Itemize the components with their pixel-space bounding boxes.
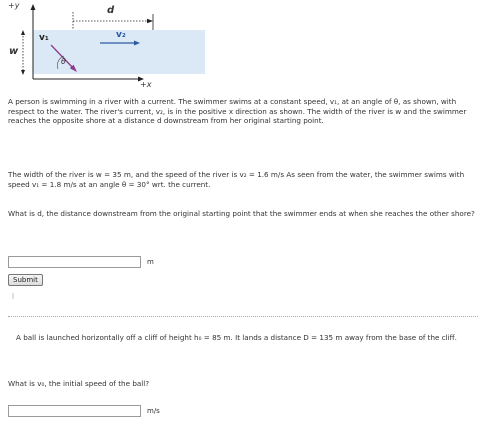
problem2-unit: m/s (147, 407, 160, 415)
width-label: w (9, 46, 19, 57)
river-diagram-svg (0, 0, 240, 92)
width-arrow-bottom (21, 70, 25, 75)
river-diagram (0, 0, 240, 92)
axis-x-label: +x (140, 80, 152, 89)
width-arrow-top (21, 30, 25, 35)
v1-label: v₁ (39, 33, 49, 43)
v2-label: v₂ (116, 30, 126, 40)
theta-label: θ (61, 57, 66, 66)
problem1-intro: A person is swimming in a river with a current. The swimmer swims at a constant speed, v₁, at an angle of θ, as shown, with respect to the water. The river's current, v₂, is in the positive x direction as shown. The width of the river is w and the swimmer reaches the opposite shore at a distance d downstream from her original starting point. (8, 97, 467, 126)
problem2-intro: A ball is launched horizontally off a cliff of height h₀ = 85 m. It lands a distance D = 135 m away from the base of the cliff. (16, 333, 457, 342)
problem2-question: What is v₀, the initial speed of the ball? (8, 379, 150, 388)
section-divider (8, 316, 478, 317)
d-arrow (147, 19, 153, 23)
problem1-given: The width of the river is w = 35 m, and the speed of the river is v₂ = 1.6 m/s As seen from the water, the swimmer swims with speed v₁ = 1.8 m/s at an angle θ = 30° wrt. the current. (8, 170, 465, 189)
problem1-answer-input[interactable] (8, 256, 141, 268)
problem1-question: What is d, the distance downstream from the original starting point that the swimmer ends at when she reaches the other shore? (8, 209, 475, 218)
problem2-answer-input[interactable] (8, 405, 141, 417)
separator-mark (12, 293, 14, 299)
problem1-unit: m (147, 258, 154, 266)
y-axis-arrow (31, 4, 36, 10)
axis-y-label: +y (8, 1, 20, 10)
d-label: d (107, 5, 115, 16)
submit-button[interactable]: Submit (8, 274, 43, 286)
